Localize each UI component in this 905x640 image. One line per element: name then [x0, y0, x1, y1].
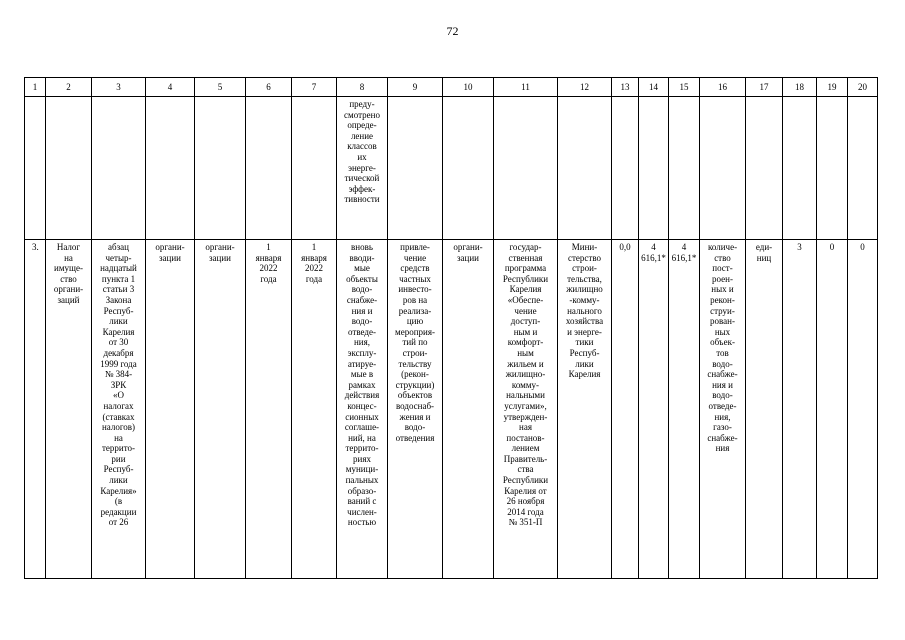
- table-cell: [700, 97, 746, 240]
- table-cell: Мини- стерство строи- тельства, жилищно -комму- нального хозяйства и энерге- тики Респуб- лики Карелия: [558, 240, 612, 579]
- table-cell: органи- зации: [443, 240, 494, 579]
- table-cell: 1 января 2022 года: [292, 240, 337, 579]
- table-cell: [195, 97, 246, 240]
- table-cell: вновь вводи- мые объекты водо- снабже- ния и водо- отведе- ния, эксплу- атируе- мые в рамках действия концес- сионных соглаше- ний, на террито- риях муници- пальных образо- ваний с числен- ностью: [337, 240, 388, 579]
- table-cell: [25, 97, 46, 240]
- table-cell: [443, 97, 494, 240]
- table-cell: количе- ство пост- роен- ных и рекон- струи- рован- ных объек- тов водо- снабже- ния и водо- отведе- ния, газо- снабже- ния: [700, 240, 746, 579]
- header-cell: 20: [848, 78, 878, 97]
- header-cell: 11: [494, 78, 558, 97]
- table-cell: 3: [783, 240, 817, 579]
- table-cell: [783, 97, 817, 240]
- table-cell: [388, 97, 443, 240]
- header-cell: 16: [700, 78, 746, 97]
- data-table: [24, 77, 878, 579]
- table-cell: 0: [848, 240, 878, 579]
- header-cell: 18: [783, 78, 817, 97]
- header-cell: 4: [146, 78, 195, 97]
- table-cell: абзац четыр- надцатый пункта 1 статьи 3 Закона Респуб- лики Карелия от 30 декабря 1999 года № 384- ЗРК «О налогах (ставках налогов) на террито- рии Респуб- лики Карелия» (в редакции от 26: [92, 240, 146, 579]
- table-cell: [558, 97, 612, 240]
- table-cell: [494, 97, 558, 240]
- table-cell: [292, 97, 337, 240]
- table-cell: Налог на имуще- ство органи- заций: [46, 240, 92, 579]
- table-cell: [817, 97, 848, 240]
- table-cell: 4 616,1*: [669, 240, 700, 579]
- header-cell: 7: [292, 78, 337, 97]
- header-cell: 12: [558, 78, 612, 97]
- table-cell: привле- чение средств частных инвесто- ров на реализа- цию мероприя- тий по строи- тельству (рекон- струкции) объектов водоснаб- жения и водо- отведения: [388, 240, 443, 579]
- table-cell: [848, 97, 878, 240]
- header-cell: 1: [25, 78, 46, 97]
- table-cell: еди- ниц: [746, 240, 783, 579]
- header-cell: 9: [388, 78, 443, 97]
- row-number-cell: 3.: [25, 240, 46, 579]
- table-cell: органи- зации: [146, 240, 195, 579]
- table-cell: 1 января 2022 года: [246, 240, 292, 579]
- table-cell: преду- смотрено опреде- ление классов их энерге- тической эффек- тивности: [337, 97, 388, 240]
- header-cell: 19: [817, 78, 848, 97]
- header-cell: 8: [337, 78, 388, 97]
- table-cell: [46, 97, 92, 240]
- table-cell: 0,0: [612, 240, 639, 579]
- header-cell: 2: [46, 78, 92, 97]
- table-cell: государ- ственная программа Республики Карелия «Обеспе- чение доступ- ным и комфорт- ным жильем и жилищно- комму- нальными услугами», утвержден- ная постанов- лением Правитель- ства Республики Карелия от 26 ноября 2014 года № 351-П: [494, 240, 558, 579]
- table-cell: органи- зации: [195, 240, 246, 579]
- header-cell: 14: [639, 78, 669, 97]
- table-cell: 0: [817, 240, 848, 579]
- table-cell: [639, 97, 669, 240]
- table-cell: [246, 97, 292, 240]
- table-row: [25, 240, 878, 579]
- table-cell: [612, 97, 639, 240]
- header-cell: 6: [246, 78, 292, 97]
- header-row: [25, 78, 878, 97]
- header-cell: 13: [612, 78, 639, 97]
- header-cell: 3: [92, 78, 146, 97]
- table-cell: [669, 97, 700, 240]
- header-cell: 5: [195, 78, 246, 97]
- header-cell: 15: [669, 78, 700, 97]
- table-cell: [92, 97, 146, 240]
- page-number: 72: [446, 24, 459, 38]
- header-cell: 10: [443, 78, 494, 97]
- header-cell: 17: [746, 78, 783, 97]
- table-cell: 4 616,1*: [639, 240, 669, 579]
- table-row: [25, 97, 878, 240]
- table-cell: [146, 97, 195, 240]
- table-cell: [746, 97, 783, 240]
